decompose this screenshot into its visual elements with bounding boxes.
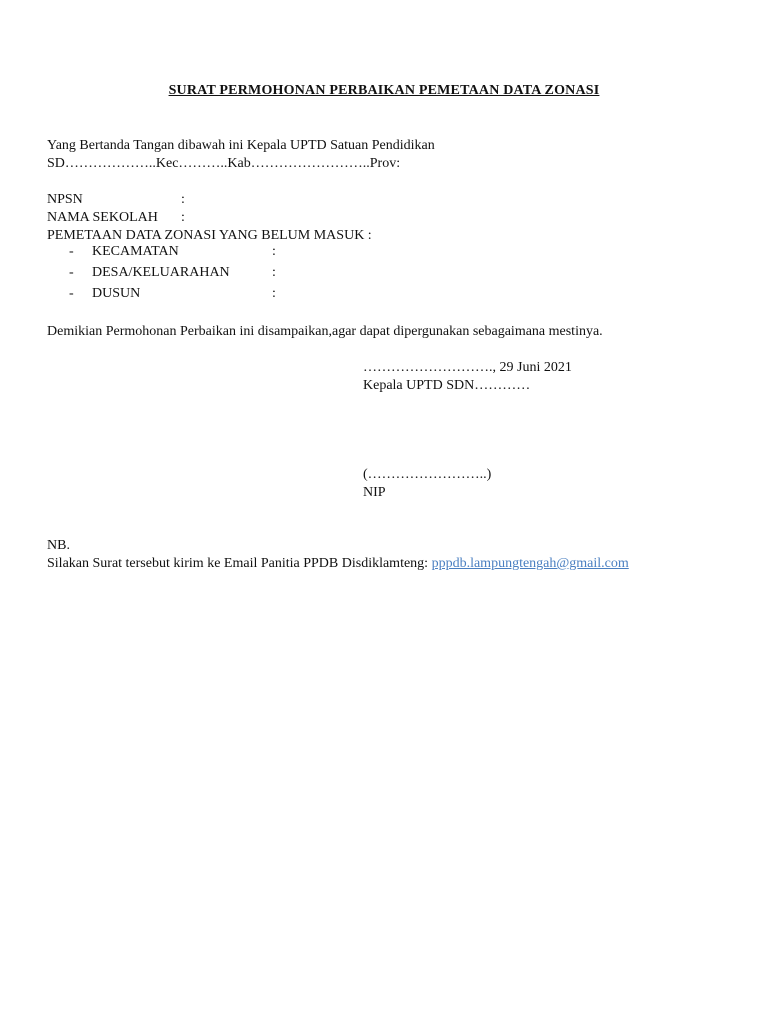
npsn-colon: : xyxy=(181,192,185,207)
list-bullet: - xyxy=(69,265,74,280)
npsn-label: NPSN xyxy=(47,192,83,207)
signer-position: Kepala UPTD SDN………… xyxy=(363,378,531,393)
list-item xyxy=(47,243,447,264)
note-text: Silakan Surat tersebut kirim ke Email Panitia PPDB Disdiklamteng: xyxy=(47,556,432,571)
nama-sekolah-label: NAMA SEKOLAH xyxy=(47,210,158,225)
note-text-row xyxy=(47,555,629,573)
note-section xyxy=(47,537,629,573)
list-item xyxy=(47,285,447,306)
zonasi-sub-list xyxy=(47,243,447,306)
place-date: ………………………., 29 Juni 2021 xyxy=(363,360,572,375)
nama-sekolah-colon: : xyxy=(181,210,185,225)
dusun-colon: : xyxy=(272,286,276,301)
kecamatan-colon: : xyxy=(272,244,276,259)
nama-sekolah-row xyxy=(47,209,372,227)
note-label: NB. xyxy=(47,538,70,553)
email-link[interactable]: pppdb.lampungtengah@gmail.com xyxy=(431,556,629,571)
intro-section xyxy=(47,137,435,173)
list-bullet: - xyxy=(69,286,74,301)
signature-footer xyxy=(363,466,491,502)
signature-header xyxy=(363,359,572,395)
kecamatan-label: KECAMATAN xyxy=(92,244,179,259)
list-item xyxy=(47,264,447,285)
intro-line-1: Yang Bertanda Tangan dibawah ini Kepala UPTD Satuan Pendidikan xyxy=(47,138,435,153)
letter-title: SURAT PERMOHONAN PERBAIKAN PEMETAAN DATA ZONASI xyxy=(168,83,600,98)
fields-section xyxy=(47,191,372,245)
signer-name-placeholder: (……………………..) xyxy=(363,467,492,482)
pemetaan-heading: PEMETAAN DATA ZONASI YANG BELUM MASUK : xyxy=(47,228,372,243)
intro-line-2: SD………………..Kec………..Kab……………………..Prov: xyxy=(47,156,401,171)
list-bullet: - xyxy=(69,244,74,259)
npsn-row xyxy=(47,191,372,209)
dusun-label: DUSUN xyxy=(92,286,141,301)
nip-label: NIP xyxy=(363,485,386,500)
desa-colon: : xyxy=(272,265,276,280)
closing-statement: Demikian Permohonan Perbaikan ini disampaikan,agar dapat dipergunakan sebagaimana mestinya. xyxy=(47,324,603,339)
desa-label: DESA/KELUARAHAN xyxy=(92,265,230,280)
